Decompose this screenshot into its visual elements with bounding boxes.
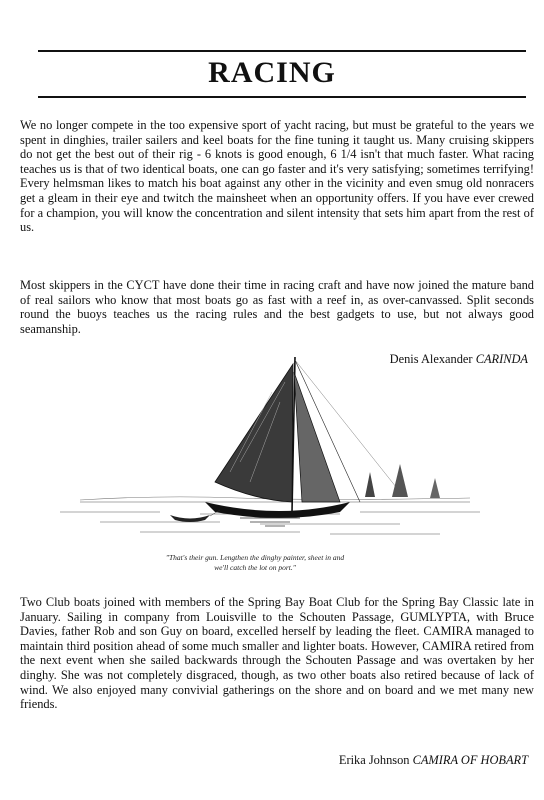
title-rule-top <box>38 50 526 52</box>
article1-paragraph1: We no longer compete in the too expensive sport of yacht racing, but must be grateful to the years we spent in dinghies, trailer sailers and keel boats for the fine tuning it taught us. Many cruising skippers do not get the best out of their rig - 6 knots is good enough, 6 1/4 isn't that much faster. What racing teaches us is that of two identical boats, one can go faster and it's very satisfying; sometimes terrifying! Every helmsman likes to match his boat against any other in the vicinity and even smug old nonracers get a gleam in their eye and twitch the mainsheet when an opportunity offers. If you have ever crewed for a champion, you will know the concentration and silent intensity that sets him apart from the rest of us. <box>20 118 534 235</box>
illustration-caption <box>90 553 420 573</box>
caption-line-2: we'll catch the lot on port." <box>214 563 296 572</box>
article1-boat-name: CARINDA <box>475 352 528 366</box>
article1-paragraph2: Most skippers in the CYCT have done their time in racing craft and have now joined the mature band of real sailors who know that most boats go as fast with a reef in, as over-canvassed. Split seconds round the buoys teaches us the racing rules and the best gadgets to use, but not always good seamanship. <box>20 278 534 336</box>
article1-author: Denis Alexander <box>389 352 473 366</box>
article2-author: Erika Johnson <box>338 753 410 767</box>
caption-line-1: "That's their gun. Lengthen the dinghy painter, sheet in and <box>165 553 345 562</box>
article2-paragraph: Two Club boats joined with members of the Spring Bay Boat Club for the Spring Bay Classic late in January. Sailing in company from Louisville to the Schouten Passage, GUMLYPTA, with Bruce Davies, father Rob and son Guy on board, excelled herself by leading the fleet. CAMIRA managed to maintain third position ahead of some much smaller and lighter boats. However, CAMIRA retired from the next event when she sailed backwards through the Schouten Passage and was overtaken by her dinghy. She was not completely disgraced, though, as two other boats also retired because of lack of wind. We also enjoyed many convivial gatherings on the shore and on board and we met many new friends. <box>20 595 534 712</box>
title-rule-bottom <box>38 96 526 98</box>
sailboat-illustration <box>40 352 500 552</box>
article2-boat-name: CAMIRA OF HOBART <box>412 753 528 767</box>
page-title: RACING <box>208 56 336 89</box>
article2-signature <box>339 753 528 768</box>
